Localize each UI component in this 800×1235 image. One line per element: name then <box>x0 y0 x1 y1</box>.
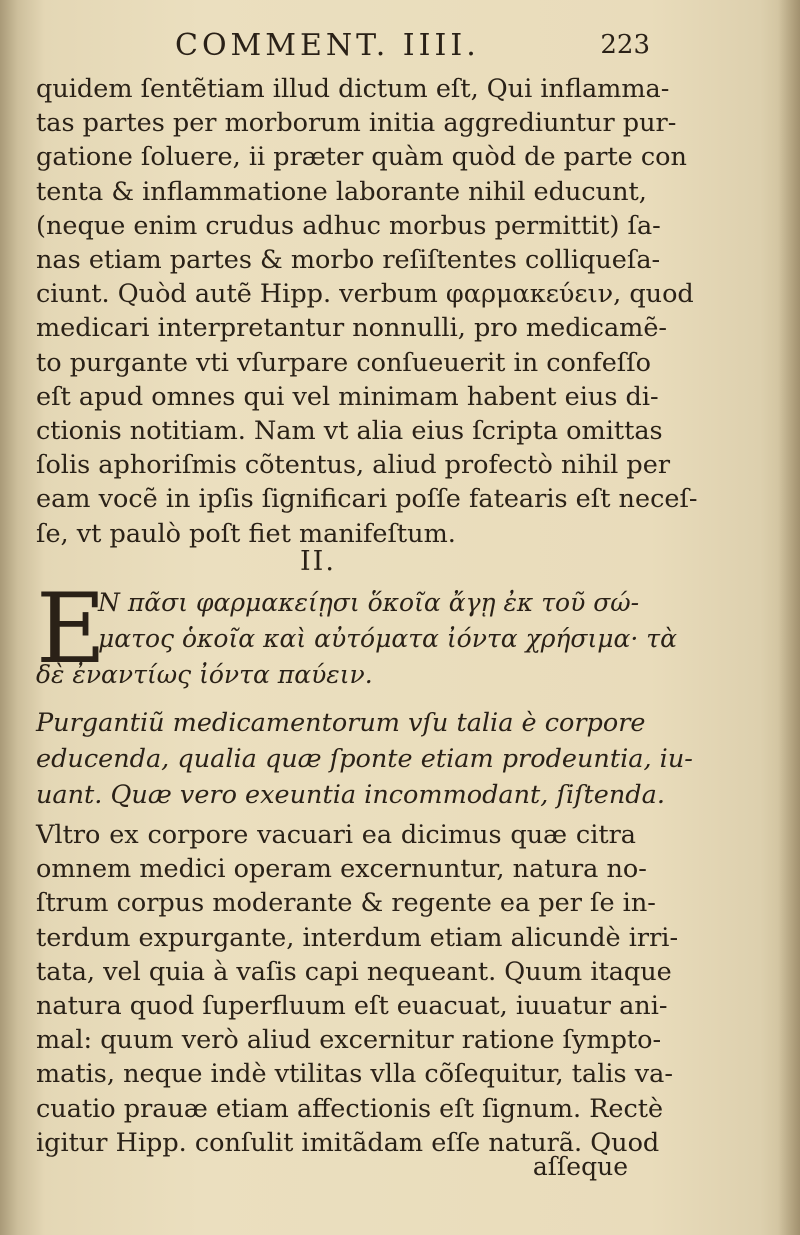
text-line: Vltro ex corpore vacuari ea dicimus quæ citra <box>36 820 636 850</box>
running-title: COMMENT. IIII. <box>175 28 480 63</box>
text-line: ſtrum corpus moderante & regente ea per ſe in- <box>36 888 656 919</box>
text-line: matis, neque indè vtilitas vlla cõſequitur, talis va- <box>36 1059 673 1090</box>
text-line: medicari interpretantur nonnulli, pro medicamẽ- <box>36 313 668 344</box>
greek-line: δὲ ἐναντίως ἰόντα παύειν. <box>36 660 373 689</box>
text-line: to purgante vti vſurpare conſueuerit in confeſſo <box>36 347 652 378</box>
text-line: ciunt. Quòd autẽ Hipp. verbum φαρμακεύειν, quod <box>36 279 694 310</box>
page-header <box>60 28 650 68</box>
text-line: nas etiam partes & morbo reſiſtentes colliqueſa- <box>36 245 661 276</box>
text-line: eam vocẽ in ipſis ſignificari poſſe fatearis eſt neceſ- <box>36 484 698 515</box>
commentary-paragraph-1 <box>36 72 698 551</box>
section-number: II. <box>300 546 336 577</box>
text-line: tas partes per morborum initia aggrediuntur pur- <box>36 108 677 139</box>
catchword: aſſeque <box>532 1152 628 1181</box>
text-line: ctionis notitiam. Nam vt alia eius ſcripta omittas <box>36 416 663 447</box>
text-line: mal: quum verò aliud excernitur ratione ſympto- <box>36 1025 662 1056</box>
translation-line: Purgantiũ medicamentorum vſu talia è corpore <box>36 708 646 738</box>
text-line: eſt apud omnes qui vel minimam habent eius di- <box>36 381 659 412</box>
page-number: 223 <box>600 30 650 60</box>
text-line: terdum expurgante, interdum etiam alicundè irri- <box>36 922 679 953</box>
text-line: ſolis aphoriſmis cõtentus, aliud profectò nihil per <box>36 450 671 481</box>
text-line: quidem ſentẽtiam illud dictum eſt, Qui inflamma- <box>36 74 670 104</box>
text-line: omnem medici operam excernuntur, natura no- <box>36 854 647 885</box>
text-line: cuatio prauæ etiam affectionis eſt ſignum. Rectè <box>36 1093 664 1124</box>
latin-translation <box>36 705 693 813</box>
drop-capital: E <box>36 573 107 685</box>
text-line: ſe, vt paulò poſt fiet manifeſtum. <box>36 518 456 549</box>
text-line: tenta & inflammatione laborante nihil educunt, <box>36 176 647 207</box>
translation-line: uant. Quæ vero exeuntia incommodant, ſiſtenda. <box>36 780 665 810</box>
greek-line: ματος ὁκοῖα καὶ αὐτόματα ἰόντα χρήσιμα· τὰ <box>98 624 678 653</box>
translation-line: educenda, qualia quæ ſponte etiam prodeuntia, iu- <box>36 744 693 774</box>
greek-aphorism <box>36 573 678 710</box>
text-line: (neque enim crudus adhuc morbus permittit) ſa- <box>36 210 661 241</box>
text-line: tata, vel quia à vaſis capi nequeant. Quum itaque <box>36 956 672 987</box>
greek-line: N πᾶσι φαρμακείῃσι ὅκοῖα ἄγῃ ἐκ τοῦ σώ- <box>98 588 640 617</box>
text-line: natura quod ſuperfluum eſt euacuat, iuuatur ani- <box>36 991 668 1022</box>
text-line: gatione ſoluere, ii præter quàm quòd de parte con <box>36 142 687 173</box>
commentary-paragraph-2 <box>36 818 679 1160</box>
text-line: igitur Hipp. conſulit imitãdam eſſe naturã. Quod <box>36 1127 660 1158</box>
